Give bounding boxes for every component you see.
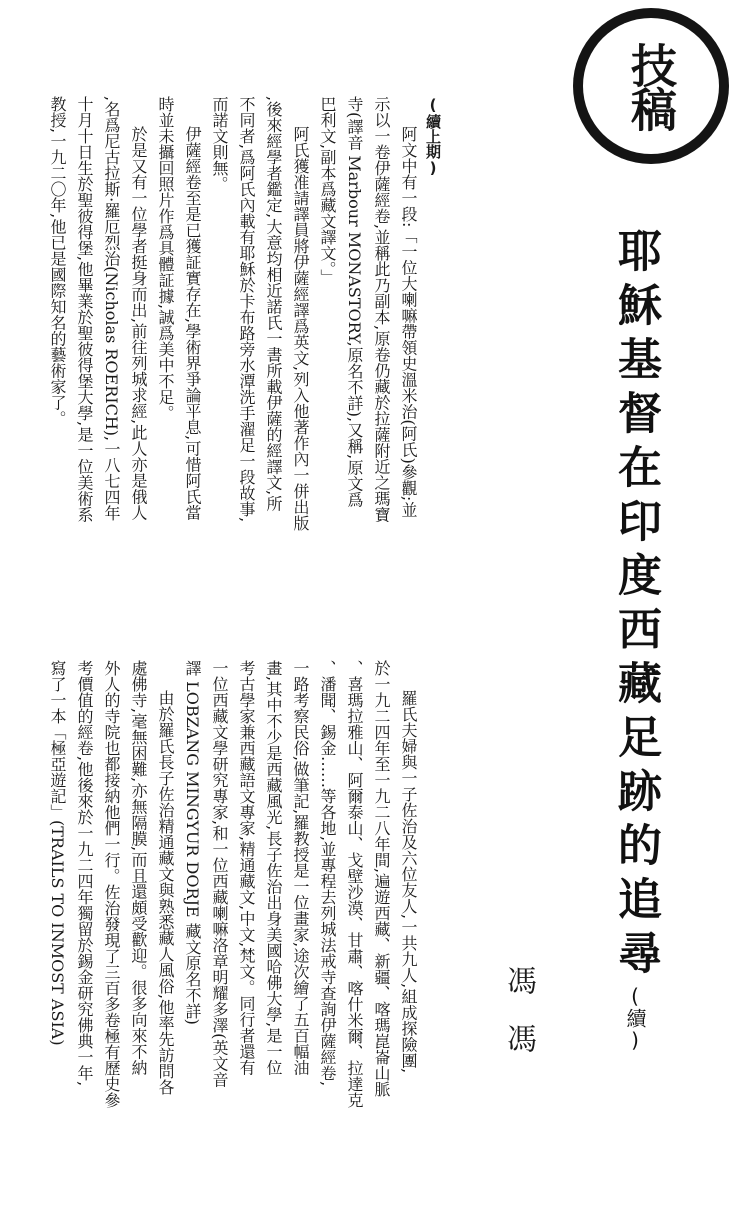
bottom_section-column: 外人的寺院也都接納他們一行。佐治發現了三百多卷極有歷史參 — [102, 660, 121, 1108]
bottom_section-column: 考古學家兼西藏語文專家,精通藏文,中文,梵文。同行者還有 — [237, 660, 256, 1076]
top_section-column: 於是又有一位學者挺身而出,前往列城求經,此人亦是俄人 — [129, 126, 148, 521]
bottom_section-column: 、潘聞、錫金……等各地,並專程去列城法戒寺查詢伊薩經卷, — [318, 660, 337, 1087]
bottom_section-column: 、喜瑪拉雅山、阿爾泰山、戈壁沙漠、甘肅、喀什米爾、拉達克 — [345, 660, 364, 1108]
bottom_section-column: 譯 LOBZANG MINGYUR DORJE 藏文原名不詳) — [183, 660, 202, 1025]
article-title — [610, 228, 660, 1052]
top_section-column: 十月十日生於聖彼得堡,他畢業於聖彼得堡大學,是一位美術系 — [75, 96, 94, 523]
bottom_section-column: 於一九二四年至一九二八年間,遍遊西藏、新疆、喀瑪崑崙山脈 — [372, 660, 391, 1098]
article-title-suffix: (續) — [623, 984, 647, 1052]
top_section-column: ,後來經學者鑑定,大意均相近諾氏一書所載伊薩的經譯文,所 — [264, 96, 283, 512]
top_section-column: 寺(譯音 Marbour MONASTORY,原名不詳),又稱,原文爲 — [345, 96, 364, 508]
top_section-column: 伊薩經卷至是已獲証實存在,學術界爭論平息,可惜阿氏當 — [183, 126, 202, 521]
bottom_section-column: 寫了一本「極亞遊記」(TRAILS TO INMOST ASIA) — [48, 660, 67, 1046]
bottom_section-column: 考價值的經卷,他後來於一九二四年獨留於錫金研究佛典一年, — [75, 660, 94, 1087]
bottom_section-column: 羅氏夫婦與一子佐治及六位友人,一共九人,組成探險團, — [399, 690, 418, 1074]
top_section-column: 阿氏獲准請譯員將伊薩經譯爲英文,列入他著作內一併出版 — [291, 126, 310, 532]
top_section-column: 不同者,爲阿氏內載有耶穌於卡布路旁水潭洗手濯足一段故事, — [237, 96, 256, 523]
bottom_section-column: 一路考察民俗,做筆記,羅教授是一位畫家,途次繪了五百幅油 — [291, 660, 310, 1076]
bottom_section-column: 由於羅氏長子佐治精通藏文與熟悉藏人風俗,他率先訪問各 — [156, 690, 175, 1096]
continued-from-label: (續上期) — [424, 96, 442, 177]
bottom_section-column: 一位西藏文學研究專家,和一位西藏喇嘛洛章明耀多澤(英文音 — [210, 660, 229, 1088]
bottom_section-column: 處佛寺,毫無困難,亦無隔膜,而且還頗受歡迎。很多向來不納 — [129, 660, 148, 1076]
seal-logo — [573, 8, 729, 164]
article-title-text: 耶穌基督在印度西藏足跡的追尋 — [610, 228, 661, 984]
top_section-column: 阿文中有一段:「一位大喇嘛帶領史溫米治(阿氏)參觀;並 — [399, 126, 418, 518]
seal-glyphs: 技稿 — [624, 42, 678, 130]
article-author: 馮馮 — [501, 965, 536, 1081]
top_section-column: 示以一卷伊薩經卷,並稱此乃副本,原卷仍藏於拉薩附近之瑪寶 — [372, 96, 391, 523]
top_section-column: 而諾文則無。 — [210, 96, 229, 192]
top_section-column: ,名爲尼古拉斯·羅厄烈治(Nicholas ROERICH),一八七四年 — [102, 96, 121, 522]
top_section-column: 巴利文,副本爲藏文譯文。」 — [318, 96, 337, 286]
top_section-column: 教授,一九二〇年,他已是國際知名的藝術家了。 — [48, 96, 67, 427]
bottom_section-column: 畫,其中不少是西藏風光,長子佐治出身美國哈佛大學,是一位 — [264, 660, 283, 1076]
seal-inner — [583, 18, 719, 154]
top_section-column: 時並未攝回照片作爲具體証據,誠爲美中不足。 — [156, 96, 175, 422]
